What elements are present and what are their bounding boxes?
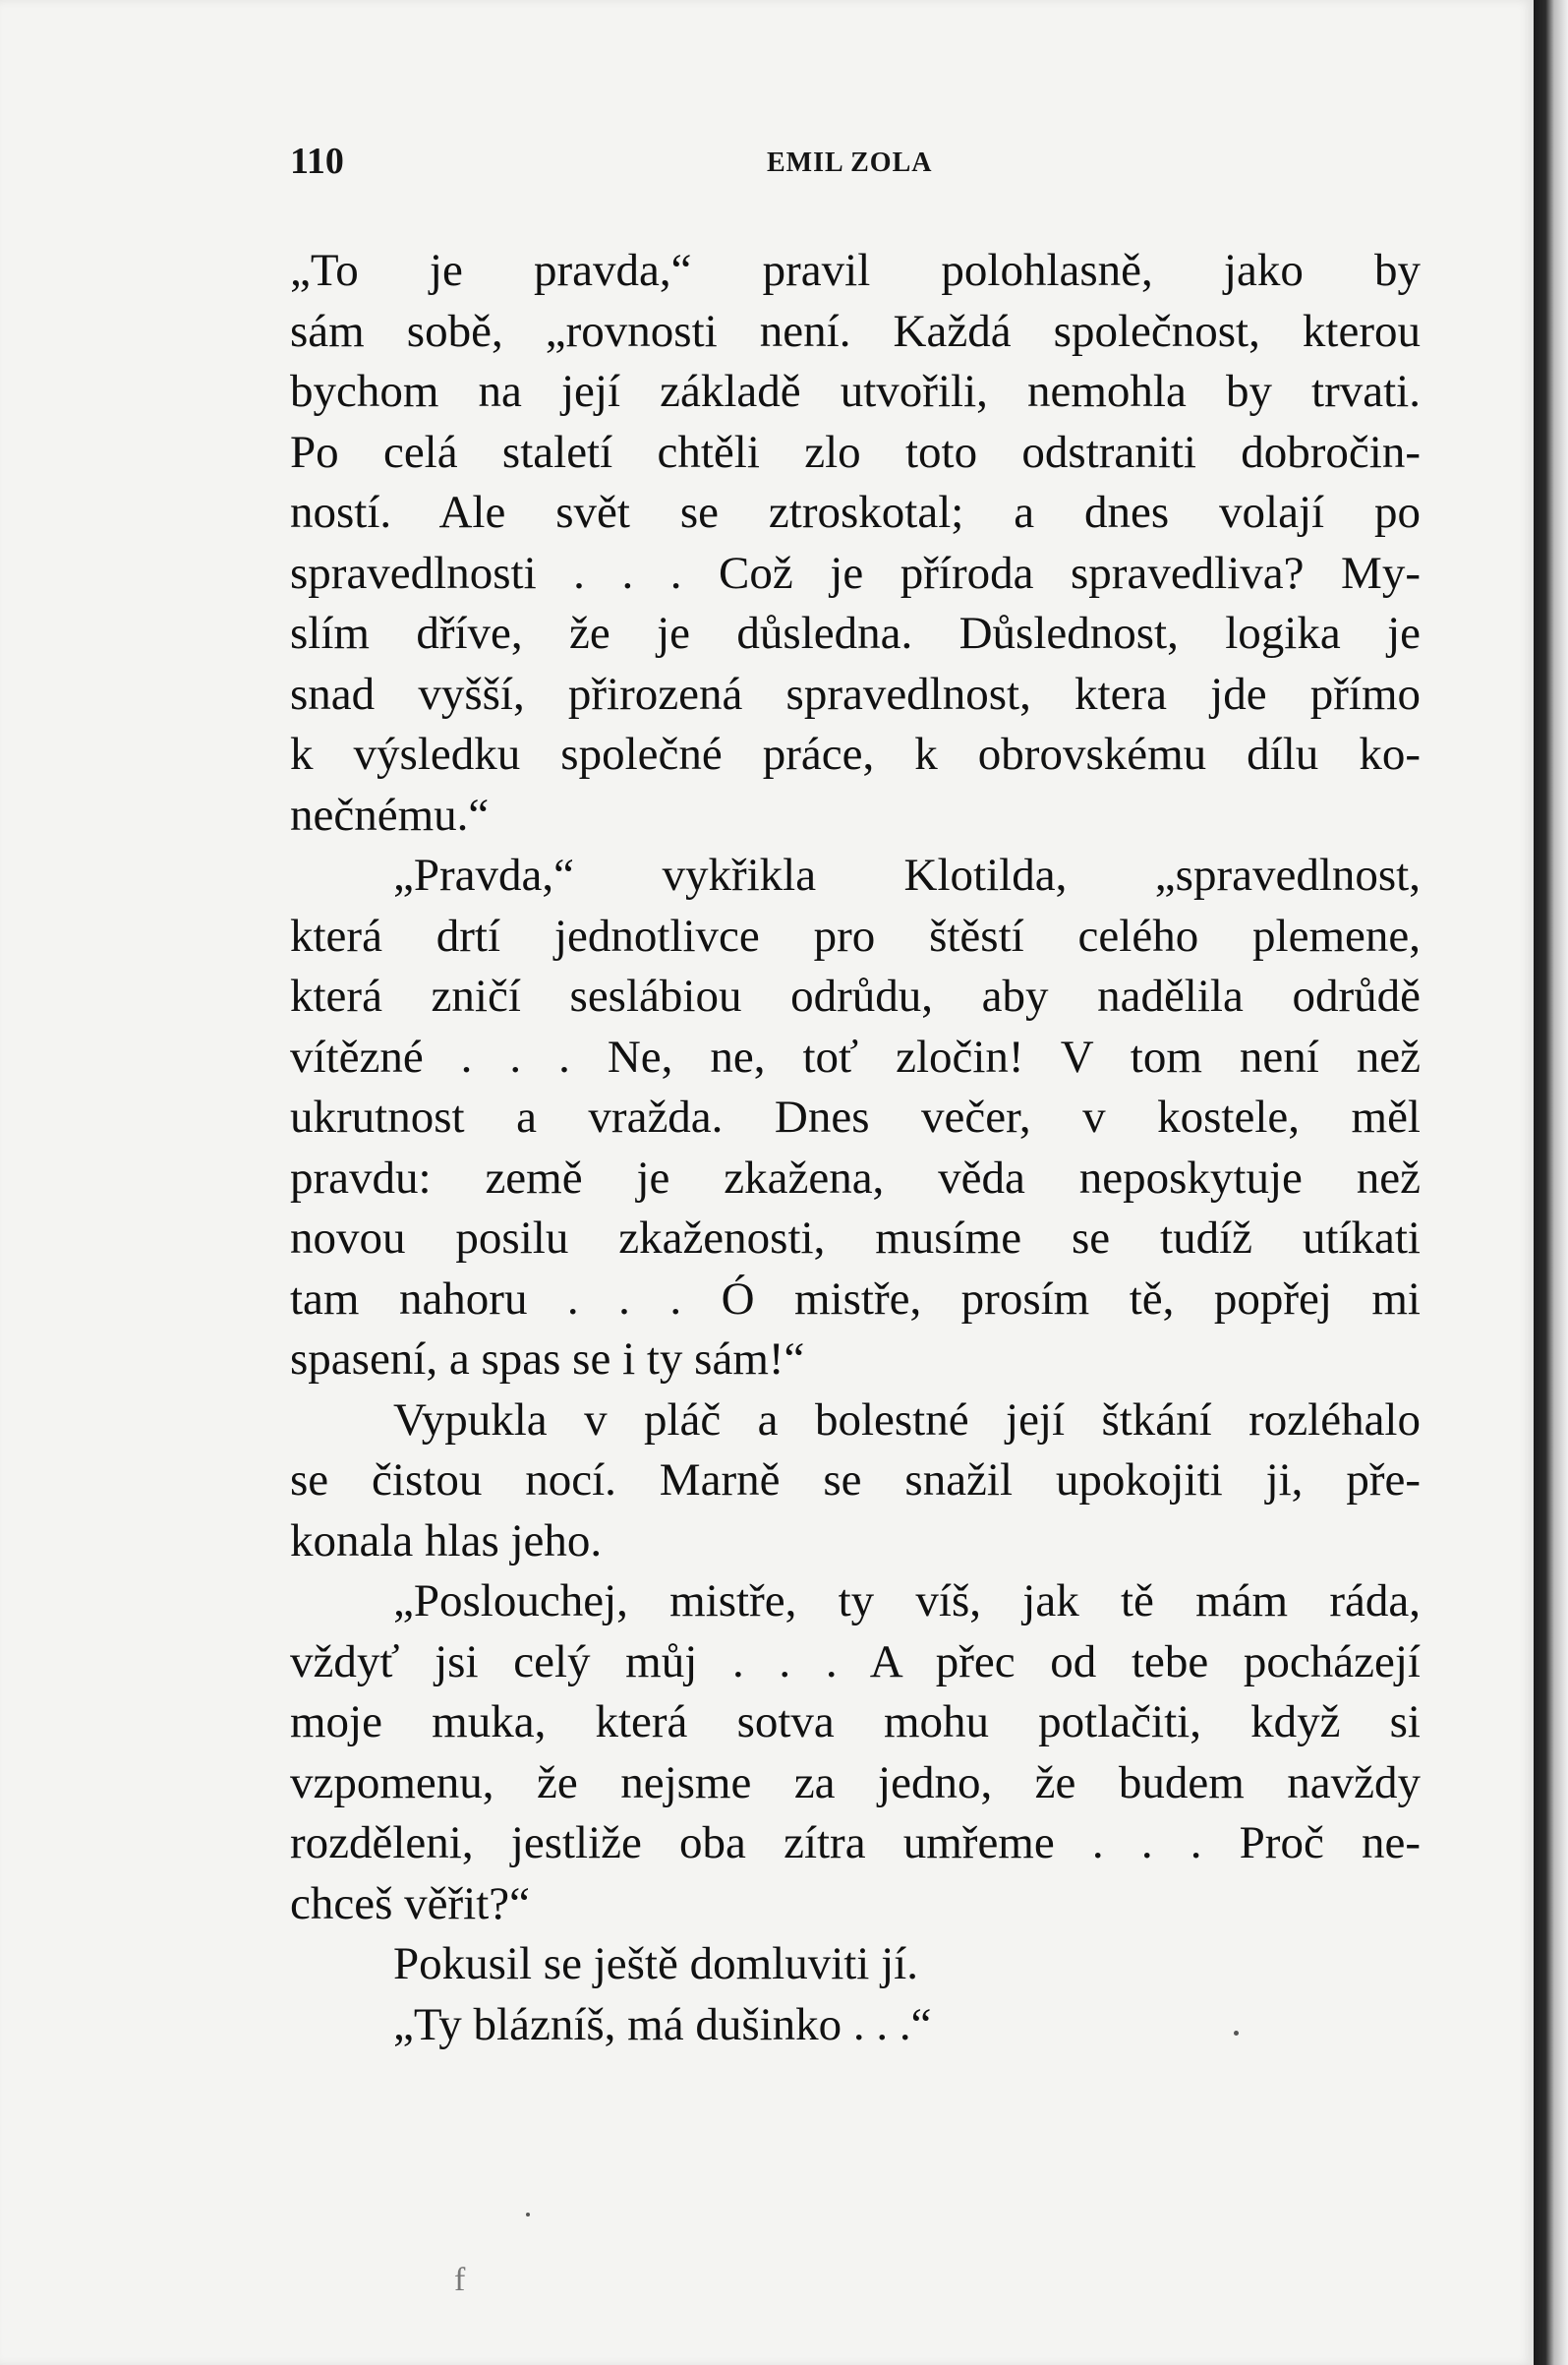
text-line: spravedlnosti . . . Což je příroda spravedliva? My- xyxy=(290,547,1421,599)
ink-speck xyxy=(526,2213,530,2217)
text-line: ukrutnost a vražda. Dnes večer, v kostele, měl xyxy=(290,1092,1421,1143)
text-line: která zničí seslábiou odrůdu, aby nadělila odrůdě xyxy=(290,971,1421,1022)
page-number: 110 xyxy=(290,141,344,182)
text-line: „Pravda,“ vykřikla Klotilda, „spravedlnost, xyxy=(393,850,1421,901)
text-line: nečnému.“ xyxy=(290,789,490,841)
text-line: spasení, a spas se i ty sám!“ xyxy=(290,1333,805,1385)
text-line: která drtí jednotlivce pro štěstí celého plemene, xyxy=(290,910,1421,962)
text-line: Po celá staletí chtěli zlo toto odstraniti dobročin- xyxy=(290,426,1421,478)
text-line: rozděleni, jestliže oba zítra umřeme . . . Proč ne- xyxy=(290,1817,1421,1868)
text-line: tam nahoru . . . Ó mistře, prosím tě, popřej mi xyxy=(290,1272,1421,1325)
text-line: bychom na její základě utvořili, nemohla by trvati. xyxy=(290,366,1421,417)
body-text xyxy=(290,241,1421,2055)
text-line: vítězné . . . Ne, ne, toť zločin! V tom není než xyxy=(290,1031,1421,1083)
text-line: slím dříve, že je důsledna. Důslednost, logika je xyxy=(290,608,1421,659)
text-line: vzpomenu, že nejsme za jedno, že budem navždy xyxy=(290,1756,1421,1808)
text-line: „To je pravda,“ pravil polohlasně, jako by xyxy=(290,245,1421,296)
book-spine-edge xyxy=(1534,0,1568,2365)
text-line: moje muka, která sotva mohu potlačiti, když si xyxy=(290,1696,1421,1747)
text-line: Pokusil se ještě domluviti jí. xyxy=(393,1938,918,1989)
text-line: se čistou nocí. Marně se snažil upokojiti ji, pře- xyxy=(290,1454,1421,1506)
text-line: „Poslouchej, mistře, ty víš, jak tě mám ráda, xyxy=(393,1575,1421,1626)
text-line: vždyť jsi celý můj . . . A přec od tebe pocházejí xyxy=(290,1635,1421,1687)
text-line: „Ty blázníš, má dušinko . . .“ xyxy=(393,1998,932,2050)
text-line: snad vyšší, přirozená spravedlnost, ktera jde přímo xyxy=(290,668,1421,720)
print-mark: f xyxy=(454,2262,466,2298)
text-line: Vypukla v pláč a bolestné její štkání rozléhalo xyxy=(393,1393,1421,1446)
text-line: chceš věřit?“ xyxy=(290,1877,530,1929)
text-line: ností. Ale svět se ztroskotal; a dnes volají po xyxy=(290,487,1421,538)
text-line: pravdu: země je zkažena, věda neposkytuje než xyxy=(290,1152,1421,1204)
text-line: konala hlas jeho. xyxy=(290,1514,603,1567)
ink-speck xyxy=(1234,2031,1239,2036)
running-head: EMIL ZOLA xyxy=(767,148,933,178)
text-line: k výsledku společné práce, k obrovskému dílu ko- xyxy=(290,729,1421,780)
page-header xyxy=(290,140,1421,189)
text-line: sám sobě, „rovnosti není. Každá společnost, kterou xyxy=(290,305,1421,357)
text-line: novou posilu zkaženosti, musíme se tudíž utíkati xyxy=(290,1212,1421,1264)
